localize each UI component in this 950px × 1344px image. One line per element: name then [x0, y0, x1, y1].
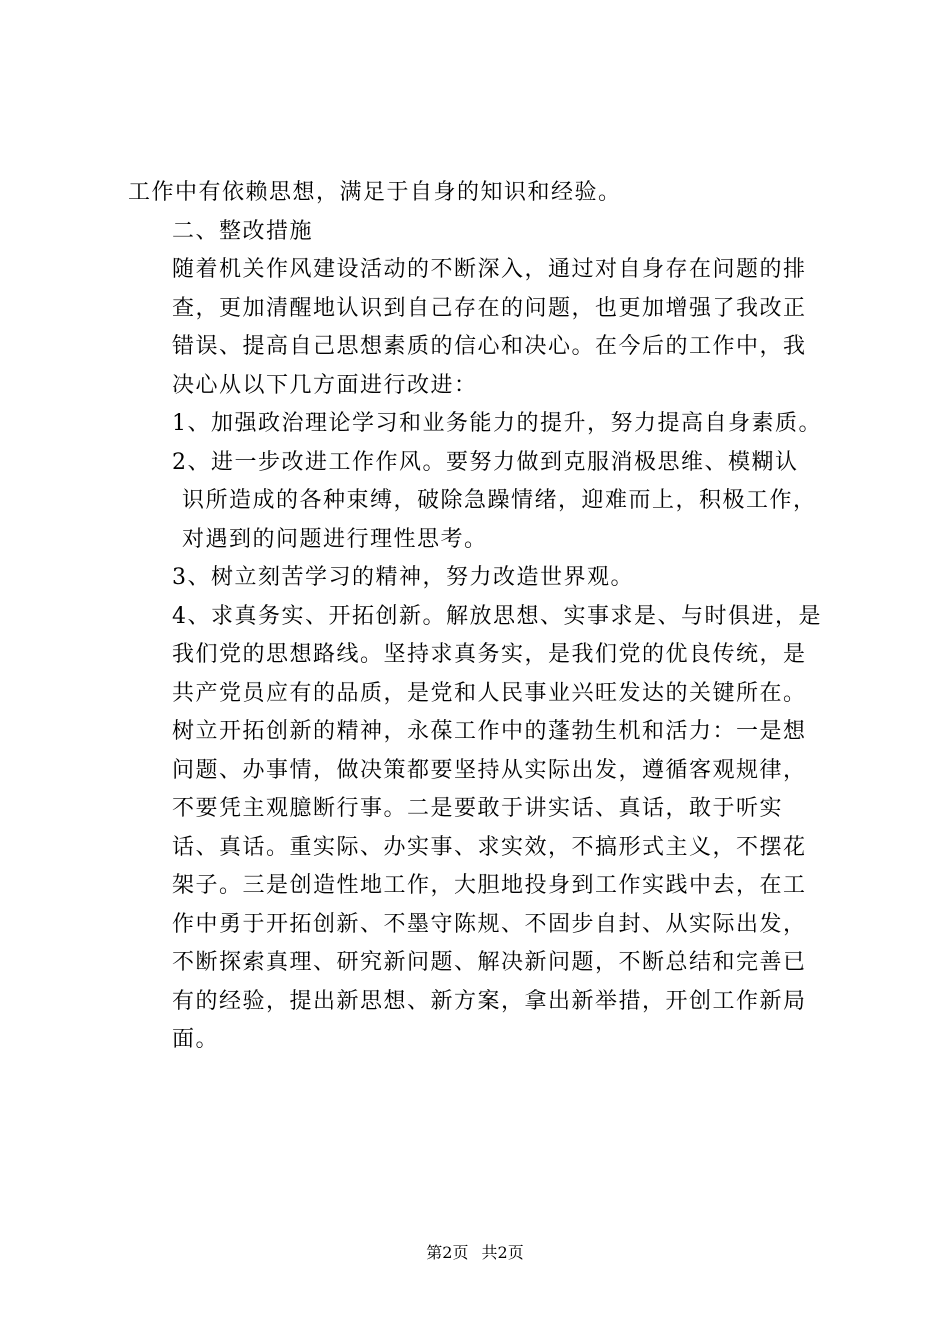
paragraph-intro: 随着机关作风建设活动的不断深入，通过对自身存在问题的排查，更加清醒地认识到自己存在的问题，也更加增强了我改正错误、提高自己思想素质的信心和决心。在今后的工作中，我决心从以下几方面进行改进： [172, 257, 807, 398]
document-body [128, 174, 828, 1060]
page-footer [0, 1243, 950, 1263]
list-item-4: 4、求真务实、开拓创新。解放思想、实事求是、与时俱进，是我们党的思想路线。坚持求真务实，是我们党的优良传统，是共产党员应有的品质，是党和人民事业兴旺发达的关键所在。树立开拓创新的精神，永葆工作中的蓬勃生机和活力：一是想问题、办事情，做决策都要坚持从实际出发，遵循客观规律，不要凭主观臆断行事。二是要敢于讲实话、真话，敢于听实话、真话。重实际、办实事、求实效，不搞形式主义，不摆花架子。三是创造性地工作，大胆地投身到工作实践中去，在工作中勇于开拓创新、不墨守陈规、不固步自封、从实际出发，不断探索真理、研究新问题、解决新问题，不断总结和完善已有的经验，提出新思想、新方案，拿出新举措，开创工作新局面。 [172, 603, 822, 1052]
section-heading-rectification: 二、整改措施 [172, 218, 314, 244]
paragraph-continuation: 工作中有依赖思想，满足于自身的知识和经验。 [128, 180, 622, 205]
list-item-3: 3、树立刻苦学习的精神，努力改造世界观。 [172, 565, 634, 590]
list-item-2-continuation: 识所造成的各种束缚，破除急躁情绪，迎难而上，积极工作，对遇到的问题进行理性思考。 [182, 488, 817, 552]
page-number: 第2页 [426, 1243, 469, 1262]
list-item-1: 1、加强政治理论学习和业务能力的提升，努力提高自身素质。 [172, 411, 822, 436]
page-total: 共2页 [481, 1243, 524, 1262]
list-item-2: 2、进一步改进工作作风。要努力做到克服消极思维、模糊认 [172, 449, 799, 475]
